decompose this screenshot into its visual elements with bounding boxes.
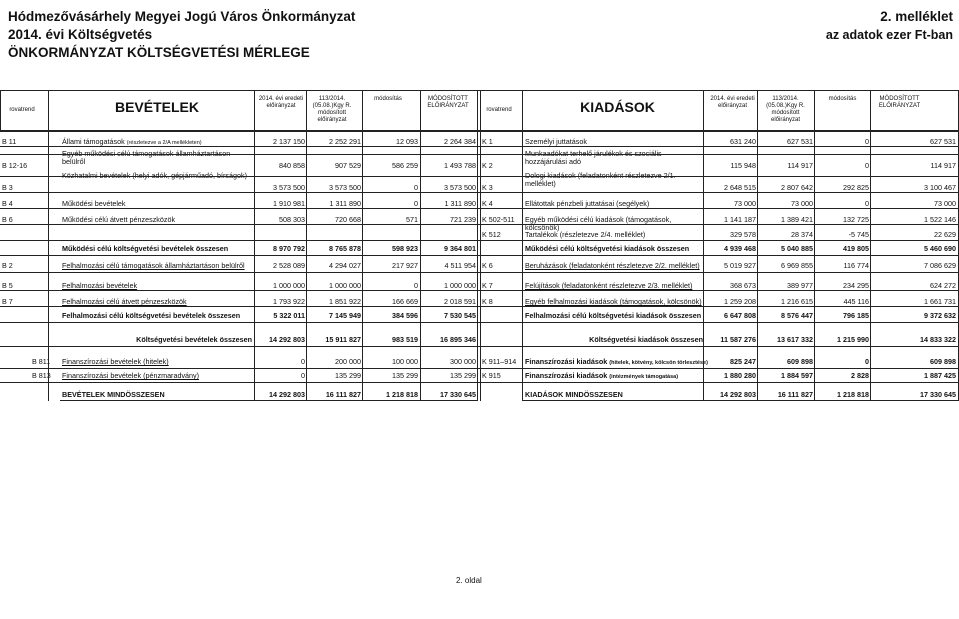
row-value-3: 571 [406, 215, 418, 224]
grand-kiadas-total-value-3: 1 218 818 [837, 390, 869, 399]
krow-value-3: 0 [865, 357, 869, 366]
krow-value-4: 624 272 [930, 281, 956, 290]
annex-label: 2. melléklet [880, 9, 953, 24]
mukodesi-total-label: Működési célú költségvetési bevételek összesen [62, 244, 229, 253]
column-divider [757, 131, 758, 401]
kv-kiadas-total-value-3: 1 215 990 [837, 335, 869, 344]
row-label: Felhalmozási célú átvett pénzeszközök [62, 298, 187, 306]
header-kcol-4: MÓDOSÍTOTT ELŐIRÁNYZAT [878, 96, 921, 109]
column-divider [420, 131, 421, 401]
row-value-3: 217 927 [392, 261, 418, 270]
felhalm-kiadas-total-value-3: 796 185 [843, 311, 869, 320]
column-divider [522, 131, 523, 401]
unit-label: az adatok ezer Ft-ban [825, 28, 953, 42]
column-divider [480, 131, 481, 401]
krow-value-4: 3 100 467 [924, 183, 956, 192]
column-divider [814, 131, 815, 401]
grand-total-value-2: 16 111 827 [325, 390, 361, 399]
felhalm-total-value-3: 384 596 [392, 311, 418, 320]
krow-label: Ellátottak pénzbeli juttatásai (segélyek) [525, 199, 650, 208]
row-value-1: 840 858 [279, 161, 305, 170]
header-kcol-3: módosítás [828, 96, 857, 102]
header-vline-l6 [477, 90, 478, 130]
felhalm-total-value-1: 5 322 011 [273, 311, 305, 320]
page-number: 2. oldal [456, 576, 482, 585]
krow-value-4: 609 898 [930, 357, 956, 366]
krow-value-2: 2 807 642 [781, 183, 813, 192]
row-value-2: 720 668 [335, 215, 361, 224]
row-value-2: 1 311 890 [329, 199, 361, 208]
row-code: B 2 [2, 261, 13, 270]
mukodesi-total-value-2: 8 765 878 [329, 244, 361, 253]
krow-value-4: 7 086 629 [924, 261, 956, 270]
krow-value-2: 627 531 [787, 137, 813, 146]
header-kiadasok: KIADÁSOK [580, 99, 655, 115]
header-vline-l1 [48, 90, 49, 130]
header-col-4: MÓDOSÍTOTT ELŐIRÁNYZAT [427, 96, 469, 109]
krow-label: Felújítások (feladatonként részletezve 2/3. melléklet) [525, 282, 693, 290]
krow-value-2: 28 374 [791, 230, 813, 239]
krow-code: K 7 [482, 281, 493, 290]
row-value-4: 3 573 500 [444, 183, 476, 192]
felhalm-total-label: Felhalmozási célú költségvetési bevételek összesen [62, 312, 241, 320]
column-divider [870, 131, 871, 401]
row-value-1: 2 137 150 [273, 137, 305, 146]
krow-label: Tartalékok (részletezve 2/4. melléklet) [525, 230, 646, 239]
header-rovatrend-right: rovatrend [486, 107, 512, 113]
column-divider [254, 131, 255, 401]
kv-total-value-3: 983 519 [392, 335, 418, 344]
krow-value-1: 1 259 208 [724, 297, 756, 306]
column-divider [48, 131, 49, 401]
row-label: Működési bevételek [62, 199, 126, 208]
krow-value-4: 1 522 146 [924, 215, 956, 224]
header-vline-l0 [0, 90, 1, 130]
row-value-2: 200 000 [335, 357, 361, 366]
row-label: Finanszírozási bevételek (pénzmaradvány) [62, 371, 200, 380]
krow-value-4: 114 917 [930, 161, 956, 170]
kv-kiadas-total-label: Költségvetési kiadások összesen [589, 335, 703, 344]
header-vline-l5 [420, 90, 421, 130]
row-value-1: 1 793 922 [273, 297, 305, 306]
kv-total-value-2: 15 911 827 [325, 335, 361, 344]
krow-value-4: 22 629 [934, 230, 956, 239]
row-value-1: 0 [301, 357, 305, 366]
felhalm-total-value-2: 7 145 949 [329, 311, 361, 320]
krow-label: Egyéb felhalmozási kiadások (támogatások, kölcsönök) [525, 298, 702, 306]
row-value-2: 4 294 027 [329, 261, 361, 270]
header-col-3: módosítás [374, 96, 402, 102]
grand-kiadas-total-value-1: 14 292 803 [720, 390, 756, 399]
row-code: B 12-16 [2, 161, 28, 170]
org-name: Hódmezővásárhely Megyei Jogú Város Önkormányzat [8, 9, 356, 24]
document-title: ÖNKORMÁNYZAT KÖLTSÉGVETÉSI MÉRLEGE [8, 45, 310, 60]
krow-value-1: 115 948 [730, 161, 756, 170]
header-kcol-1: 2014. évi eredeti előirányzat [710, 96, 755, 109]
row-value-1: 2 528 089 [273, 261, 305, 270]
row-value-4: 2 018 591 [444, 297, 476, 306]
row-value-1: 508 303 [279, 215, 305, 224]
mukodesi-kiadas-total-value-4: 5 460 690 [924, 244, 956, 253]
row-value-3: 0 [414, 281, 418, 290]
row-value-1: 0 [301, 371, 305, 380]
krow-value-3: 2 828 [851, 371, 869, 380]
krow-value-3: 292 825 [843, 183, 869, 192]
header-kcol-2: 113/2014. (05.08.)Kgy R. módosított előirányzat [766, 96, 805, 123]
column-divider [477, 131, 478, 401]
row-value-4: 4 511 954 [444, 261, 476, 270]
krow-label: Egyéb működési célú kiadások (támogatások, kölcsönök) [525, 215, 672, 232]
krow-value-2: 73 000 [791, 199, 813, 208]
row-value-4: 1 000 000 [444, 281, 476, 290]
krow-code: K 1 [482, 137, 493, 146]
krow-value-1: 368 673 [730, 281, 756, 290]
grand-total-value-4: 17 330 645 [440, 390, 476, 399]
krow-value-3: 0 [865, 199, 869, 208]
felhalm-total-value-4: 7 530 545 [444, 311, 476, 320]
mukodesi-kiadas-total-value-2: 5 040 885 [781, 244, 813, 253]
krow-value-2: 1 216 615 [781, 297, 813, 306]
mukodesi-kiadas-total-value-3: 419 805 [843, 244, 869, 253]
krow-label: Finanszírozási kiadások (intézmények támogatása) [525, 371, 679, 380]
row-code: B 4 [2, 199, 13, 208]
header-vline-r3 [757, 90, 758, 130]
grand-kiadas-total-value-2: 16 111 827 [777, 390, 813, 399]
krow-value-1: 1 141 187 [724, 215, 756, 224]
row-code: B 11 [2, 137, 17, 146]
header-vline-l4 [362, 90, 363, 130]
krow-value-4: 1 887 425 [924, 371, 956, 380]
mukodesi-total-value-3: 598 923 [392, 244, 418, 253]
krow-code: K 8 [482, 297, 493, 306]
krow-value-1: 2 648 515 [724, 183, 756, 192]
row-value-2: 907 529 [335, 161, 361, 170]
mukodesi-total-value-4: 9 364 801 [444, 244, 476, 253]
row-value-2: 1 000 000 [329, 281, 361, 290]
krow-code: K 911–914 [482, 357, 517, 366]
grand-underline-right [522, 400, 958, 401]
header-col-2: 113/2014. (05.08.)Kgy R. módosított előirányzat [312, 96, 352, 123]
grand-kiadas-total-value-4: 17 330 645 [920, 390, 956, 399]
krow-value-1: 5 019 927 [724, 261, 756, 270]
row-code: B 6 [2, 215, 13, 224]
krow-value-3: 234 295 [843, 281, 869, 290]
row-value-2: 135 299 [335, 371, 361, 380]
mukodesi-kiadas-total-value-1: 4 939 468 [724, 244, 756, 253]
row-code: B 3 [2, 183, 13, 192]
header-vline-r0 [480, 90, 481, 130]
row-value-2: 3 573 500 [329, 183, 361, 192]
krow-code: K 502-511 [482, 215, 515, 224]
kv-kiadas-total-value-4: 14 833 322 [920, 335, 956, 344]
krow-value-2: 114 917 [787, 161, 813, 170]
felhalm-kiadas-total-value-1: 6 647 808 [724, 311, 756, 320]
row-value-1: 1 910 981 [273, 199, 305, 208]
row-value-1: 1 000 000 [273, 281, 305, 290]
krow-label: Beruházások (feladatonként részletezve 2/2. melléklet) [525, 262, 700, 270]
row-value-4: 1 311 890 [444, 199, 476, 208]
row-label: Közhatalmi bevételek (helyi adók, gépjárműadó, bírságok) [62, 171, 247, 180]
grand-total-value-3: 1 218 818 [386, 390, 418, 399]
mukodesi-total-value-1: 8 970 792 [273, 244, 305, 253]
row-label: Felhalmozási célú támogatások államháztartáson belülről [62, 262, 245, 270]
krow-value-3: 116 774 [843, 261, 869, 270]
row-code: B 813 [32, 371, 51, 380]
row-value-2: 2 252 291 [329, 137, 361, 146]
header-bevetelek: BEVÉTELEK [114, 99, 199, 115]
krow-value-4: 1 661 731 [924, 297, 956, 306]
krow-value-4: 73 000 [934, 199, 956, 208]
row-label: Állami támogatások (részletezve a 2/A mellékleten) [62, 137, 202, 146]
row-value-2: 1 851 922 [329, 297, 361, 306]
krow-value-1: 73 000 [734, 199, 756, 208]
row-label: Egyéb működési célú támogatások államháztartáson belülről [62, 149, 231, 166]
row-value-3: 12 093 [396, 137, 418, 146]
krow-value-2: 1 884 597 [781, 371, 813, 380]
krow-value-3: 445 116 [843, 297, 869, 306]
felhalm-kiadas-total-value-4: 9 372 632 [924, 311, 956, 320]
krow-value-2: 389 977 [787, 281, 813, 290]
header-vline-l3 [306, 90, 307, 130]
row-label: Finanszírozási bevételek (hitelek) [62, 357, 169, 366]
header-vline-l2 [254, 90, 255, 130]
kv-total-value-1: 14 292 803 [269, 335, 305, 344]
krow-value-4: 627 531 [930, 137, 956, 146]
column-divider [703, 131, 704, 401]
krow-value-2: 1 389 421 [781, 215, 813, 224]
row-value-3: 0 [414, 199, 418, 208]
krow-label: Dologi kiadások (feladatonként részletezve 2/1. melléklet) [525, 171, 676, 188]
column-divider [306, 131, 307, 401]
mukodesi-kiadas-total-label: Működési célú költségvetési kiadások összesen [525, 244, 690, 253]
header-vline-r4 [814, 90, 815, 130]
row-value-3: 135 299 [392, 371, 418, 380]
row-value-4: 2 264 384 [444, 137, 476, 146]
krow-code: K 2 [482, 161, 493, 170]
krow-value-2: 609 898 [787, 357, 813, 366]
row-value-3: 166 669 [392, 297, 418, 306]
row-label: Működési célú átvett pénzeszközök [62, 215, 176, 224]
header-vline-r2 [703, 90, 704, 130]
krow-value-1: 1 880 280 [724, 371, 756, 380]
grand-kiadas-total-label: KIADÁSOK MINDÖSSZESEN [525, 390, 623, 399]
row-value-3: 0 [414, 183, 418, 192]
krow-value-1: 329 578 [730, 230, 756, 239]
felhalm-kiadas-total-value-2: 8 576 447 [781, 311, 813, 320]
header-rovatrend-left: rovatrend [9, 107, 35, 113]
krow-code: K 512 [482, 230, 501, 239]
column-divider [362, 131, 363, 401]
krow-label: Finanszírozási kiadások (hitelek, kötvény, kölcsön törlesztése) [525, 357, 708, 366]
krow-code: K 915 [482, 371, 501, 380]
grand-underline-left [60, 400, 478, 401]
header-col-1: 2014. évi eredeti előirányzat [258, 96, 304, 109]
krow-value-3: -5 745 [848, 230, 869, 239]
krow-code: K 3 [482, 183, 493, 192]
krow-value-3: 0 [865, 137, 869, 146]
krow-label: Személyi juttatások [525, 137, 587, 146]
krow-code: K 4 [482, 199, 493, 208]
row-code: B 7 [2, 297, 13, 306]
krow-label: Munkaadókat terhelő járulékok és szociális hozzájárulási adó [525, 149, 662, 166]
row-value-3: 586 259 [392, 161, 418, 170]
row-value-4: 135 299 [450, 371, 476, 380]
grand-total-label: BEVÉTELEK MINDÖSSZESEN [62, 390, 165, 399]
kv-kiadas-total-value-2: 13 617 332 [777, 335, 813, 344]
krow-value-3: 132 725 [843, 215, 869, 224]
krow-value-1: 825 247 [730, 357, 756, 366]
kv-total-value-4: 16 895 346 [440, 335, 476, 344]
row-value-3: 100 000 [392, 357, 418, 366]
felhalm-kiadas-total-label: Felhalmozási célú költségvetési kiadások összesen [525, 312, 702, 320]
row-code: B 811 [32, 357, 51, 366]
krow-value-3: 0 [865, 161, 869, 170]
grand-total-value-1: 14 292 803 [269, 390, 305, 399]
row-value-4: 721 239 [450, 215, 476, 224]
kv-kiadas-total-value-1: 11 587 276 [720, 335, 756, 344]
header-vline-r1 [522, 90, 523, 130]
budget-year: 2014. évi Költségvetés [8, 27, 153, 42]
row-label: Felhalmozási bevételek [62, 282, 138, 290]
kv-total-label: Költségvetési bevételek összesen [136, 335, 252, 344]
krow-value-1: 631 240 [730, 137, 756, 146]
row-code: B 5 [2, 281, 13, 290]
row-value-4: 1 493 788 [444, 161, 476, 170]
krow-value-2: 6 969 855 [781, 261, 813, 270]
header-vline-r5 [870, 90, 871, 130]
row-value-1: 3 573 500 [273, 183, 305, 192]
krow-code: K 6 [482, 261, 493, 270]
row-value-4: 300 000 [450, 357, 476, 366]
